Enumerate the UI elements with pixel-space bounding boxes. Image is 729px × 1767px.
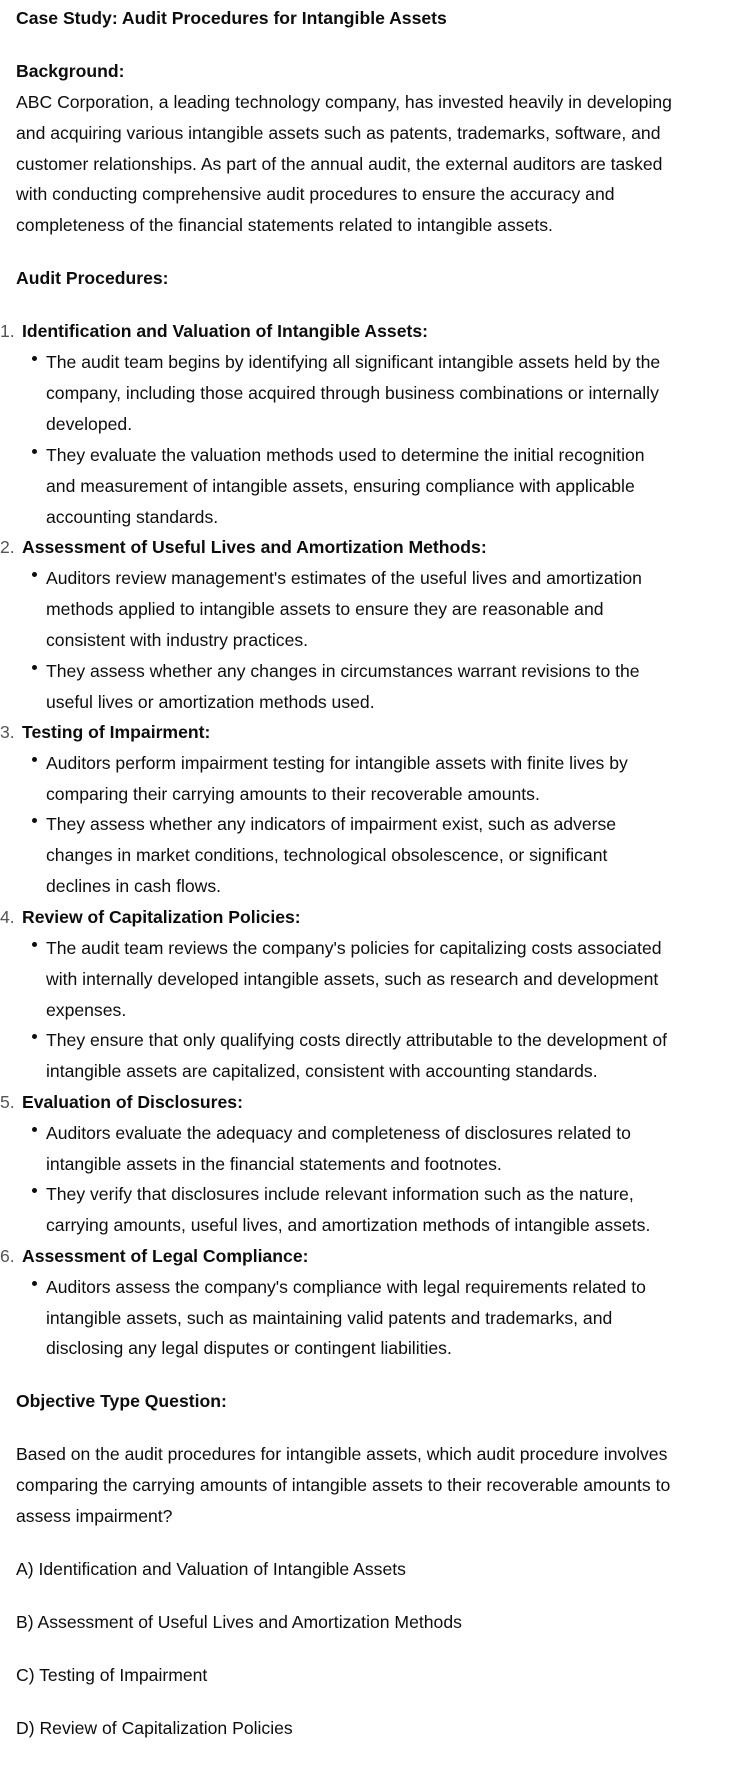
procedure-bullet-line: methods applied to intangible assets to ensure they are reasonable and [46,599,604,619]
question-line: assess impairment? [16,1506,173,1526]
bullet-icon [32,1188,37,1193]
procedure-title: Assessment of Legal Compliance: [22,1246,309,1266]
bullet-icon [32,572,37,577]
procedure-bullet-line: intangible assets in the financial statements and footnotes. [46,1154,502,1174]
bullet-icon [32,665,37,670]
bullet-icon [32,449,37,454]
question-line: Based on the audit procedures for intangible assets, which audit procedure involves [16,1444,668,1464]
procedure-title: Review of Capitalization Policies: [22,907,301,927]
list-number: 1. [0,321,15,341]
procedure-bullet-line: Auditors perform impairment testing for intangible assets with finite lives by [46,753,628,773]
bullet-icon [32,818,37,823]
procedure-bullet-line: intangible assets are capitalized, consistent with accounting standards. [46,1061,598,1081]
procedure-bullet-line: They verify that disclosures include relevant information such as the nature, [46,1184,634,1204]
procedure-bullet-line: disclosing any legal disputes or contingent liabilities. [46,1338,452,1358]
procedure-bullet-line: comparing their carrying amounts to their recoverable amounts. [46,784,540,804]
procedure-bullet-line: They assess whether any changes in circumstances warrant revisions to the [46,661,640,681]
background-line: ABC Corporation, a leading technology company, has invested heavily in developing [16,92,672,112]
procedure-bullet-line: Auditors evaluate the adequacy and completeness of disclosures related to [46,1123,631,1143]
bullet-icon [32,1127,37,1132]
procedure-title: Assessment of Useful Lives and Amortization Methods: [22,537,487,557]
procedure-bullet-line: useful lives or amortization methods used. [46,692,375,712]
procedures-heading: Audit Procedures: [16,268,169,288]
procedure-bullet-line: and measurement of intangible assets, ensuring compliance with applicable [46,476,635,496]
procedure-bullet-line: Auditors review management's estimates of the useful lives and amortization [46,568,642,588]
procedure-title: Identification and Valuation of Intangible Assets: [22,321,428,341]
background-line: with conducting comprehensive audit procedures to ensure the accuracy and [16,184,615,204]
list-number: 5. [0,1092,15,1112]
procedure-bullet-line: changes in market conditions, technological obsolescence, or significant [46,845,608,865]
procedure-bullet-line: consistent with industry practices. [46,630,309,650]
answer-option-d: D) Review of Capitalization Policies [16,1718,293,1738]
answer-option-a: A) Identification and Valuation of Intangible Assets [16,1559,406,1579]
procedure-bullet-line: declines in cash flows. [46,876,222,896]
procedure-bullet-line: Auditors assess the company's compliance with legal requirements related to [46,1277,646,1297]
procedure-bullet-line: accounting standards. [46,507,219,527]
procedure-bullet-line: They ensure that only qualifying costs directly attributable to the development of [46,1030,668,1050]
bullet-icon [32,757,37,762]
background-line: and acquiring various intangible assets such as patents, trademarks, software, and [16,123,661,143]
background-heading: Background: [16,61,125,81]
procedure-bullet-line: carrying amounts, useful lives, and amortization methods of intangible assets. [46,1215,651,1235]
question-line: comparing the carrying amounts of intangible assets to their recoverable amounts to [16,1475,671,1495]
procedure-bullet-line: intangible assets, such as maintaining valid patents and trademarks, and [46,1308,613,1328]
background-line: customer relationships. As part of the annual audit, the external auditors are tasked [16,154,663,174]
procedure-bullet-line: The audit team reviews the company's policies for capitalizing costs associated [46,938,662,958]
document-title: Case Study: Audit Procedures for Intangible Assets [16,8,447,28]
procedure-bullet-line: developed. [46,414,133,434]
procedure-bullet-line: company, including those acquired through business combinations or internally [46,383,659,403]
answer-option-c: C) Testing of Impairment [16,1665,208,1685]
background-line: completeness of the financial statements related to intangible assets. [16,215,553,235]
procedure-bullet-line: They evaluate the valuation methods used to determine the initial recognition [46,445,645,465]
list-number: 4. [0,907,15,927]
procedure-title: Evaluation of Disclosures: [22,1092,243,1112]
bullet-icon [32,942,37,947]
bullet-icon [32,356,37,361]
bullet-icon [32,1034,37,1039]
procedure-bullet-line: The audit team begins by identifying all significant intangible assets held by the [46,352,661,372]
procedure-bullet-line: expenses. [46,1000,127,1020]
procedure-bullet-line: They assess whether any indicators of impairment exist, such as adverse [46,814,617,834]
list-number: 3. [0,722,15,742]
answer-option-b: B) Assessment of Useful Lives and Amortization Methods [16,1612,462,1632]
procedure-title: Testing of Impairment: [22,722,211,742]
procedure-bullet-line: with internally developed intangible assets, such as research and development [46,969,659,989]
list-number: 6. [0,1246,15,1266]
question-heading: Objective Type Question: [16,1391,227,1411]
bullet-icon [32,1281,37,1286]
list-number: 2. [0,537,15,557]
